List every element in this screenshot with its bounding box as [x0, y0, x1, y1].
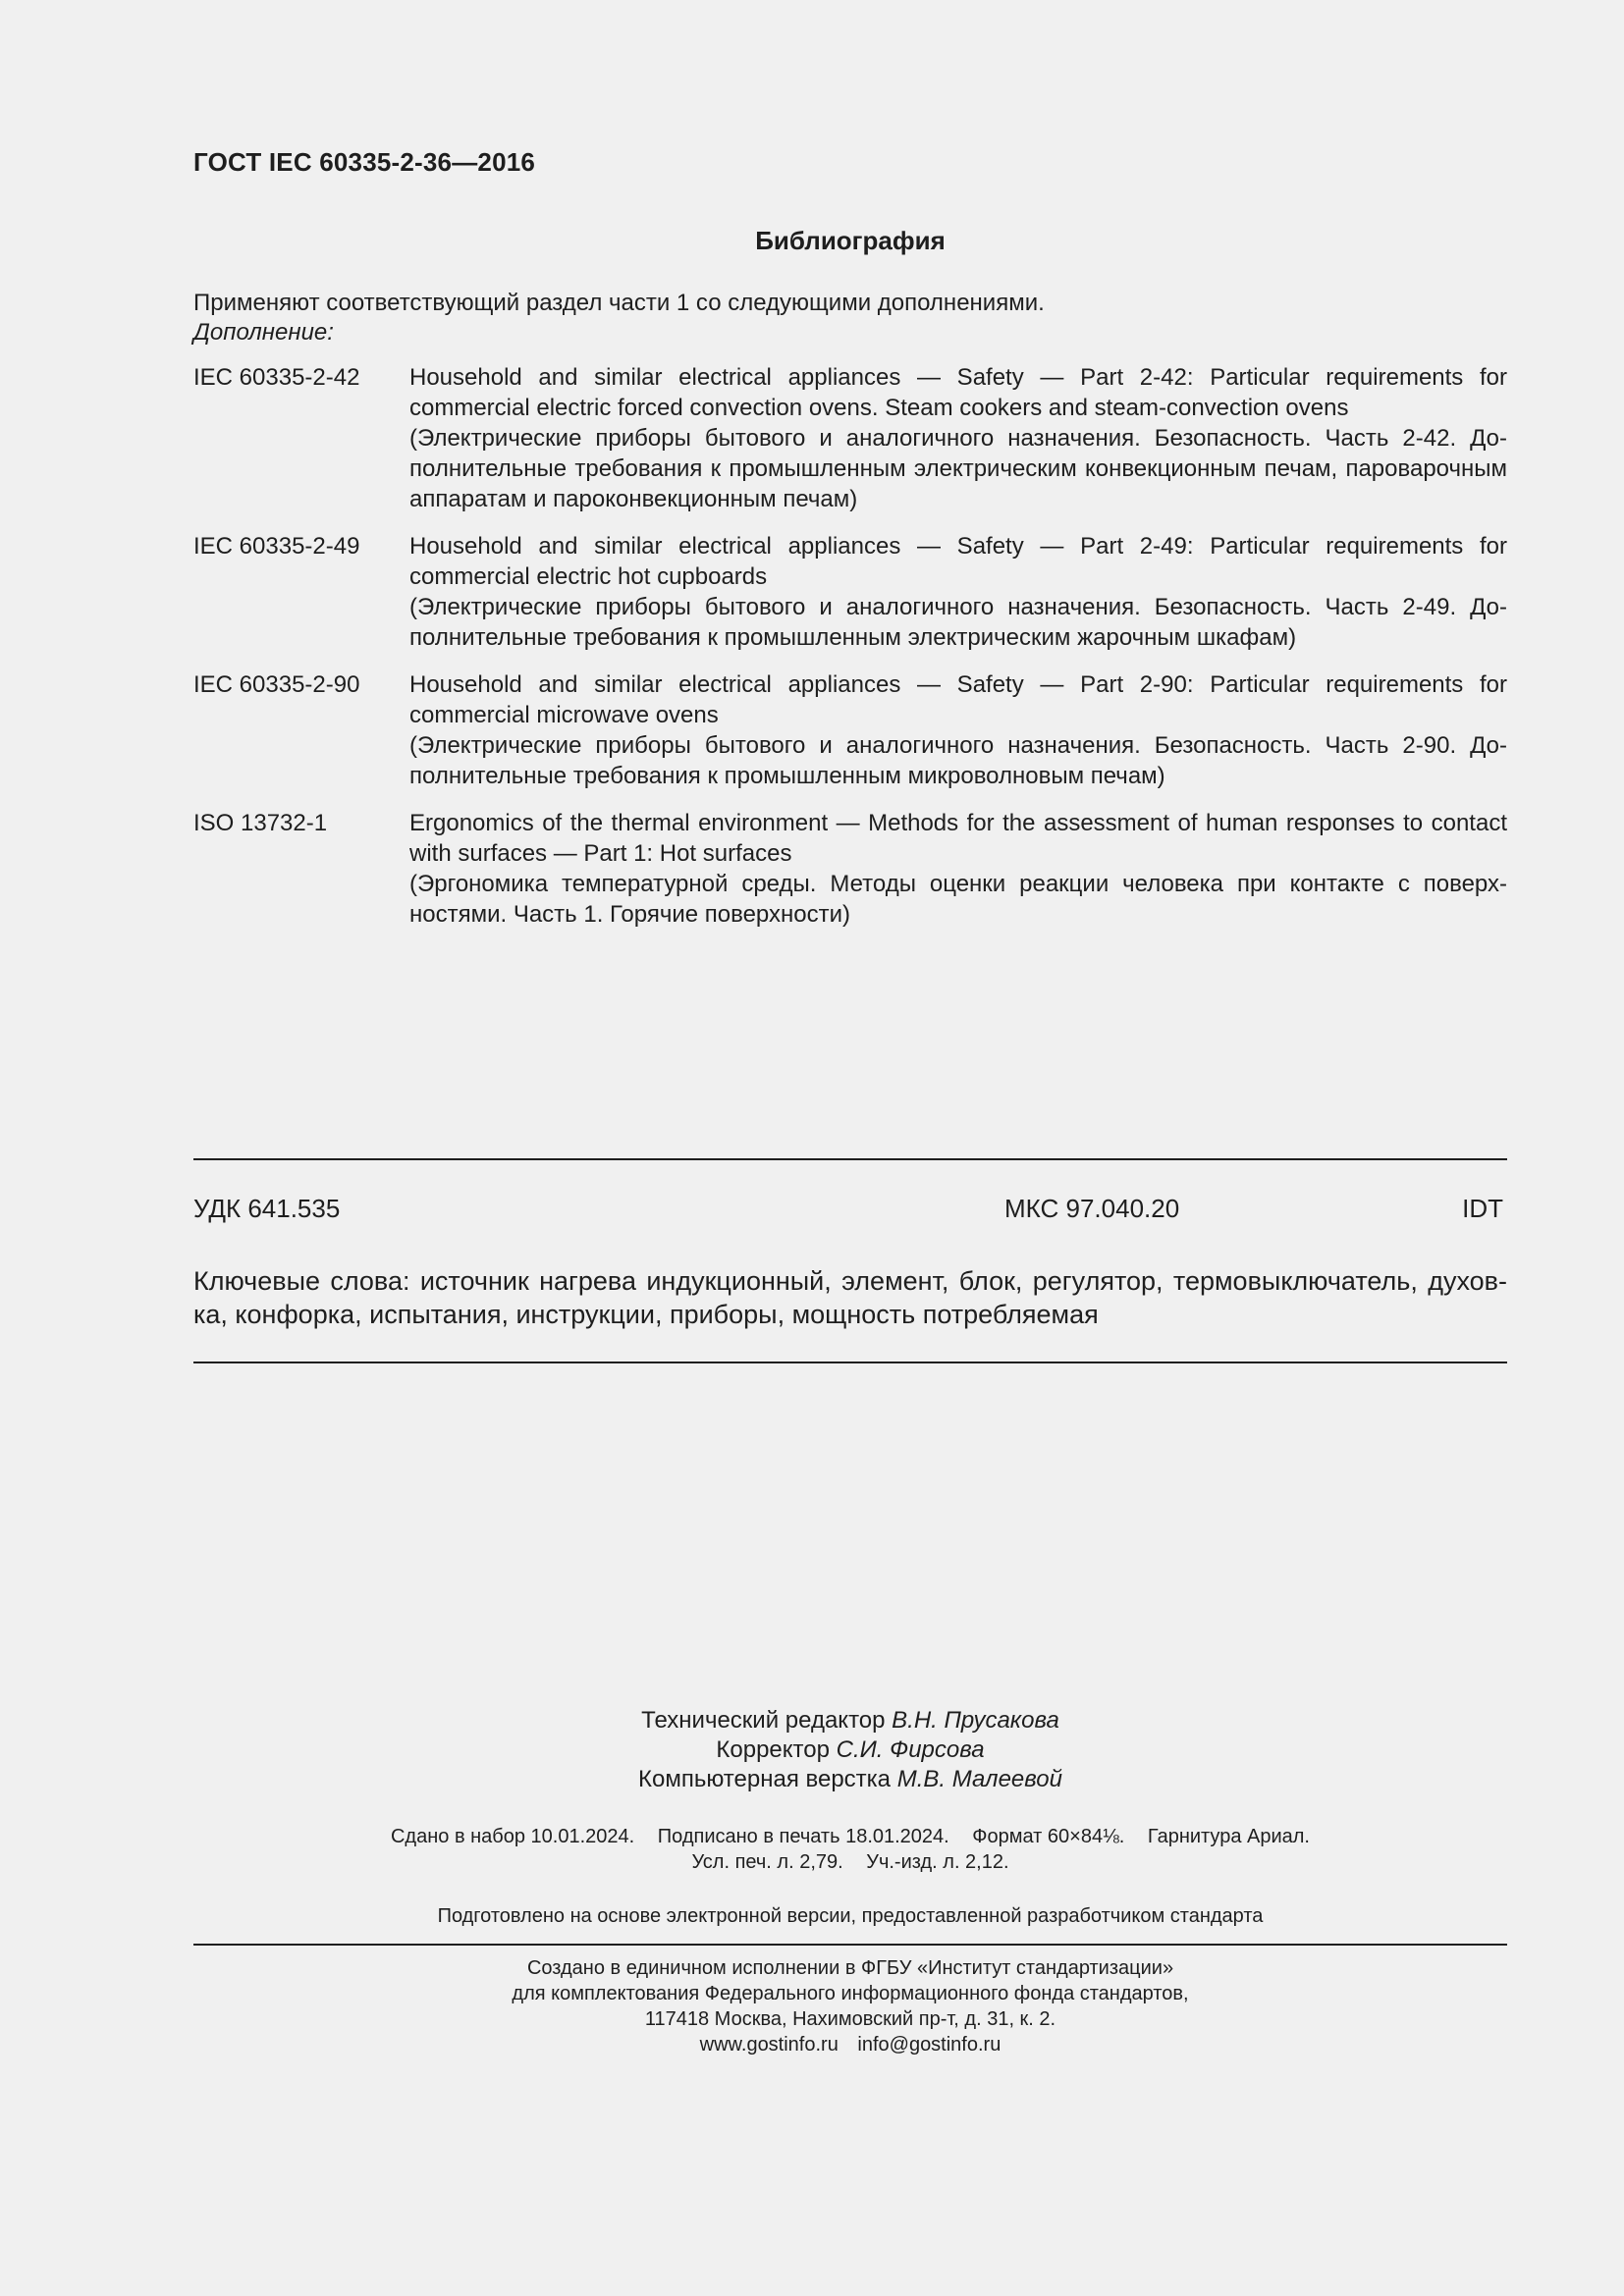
tech-editor-line: [193, 1706, 1507, 1735]
bibliography-text: [409, 669, 1507, 791]
website-link[interactable]: www.gostinfo.ru: [699, 2034, 839, 2056]
intro-block: [193, 289, 1507, 347]
submitted-date: Сдано в набор 10.01.2024.: [390, 1826, 635, 1847]
bibliography-text: [409, 362, 1507, 514]
bibliography-title-ru: (Электрические приборы бытового и аналогичного назначения. Безопасность. Часть 2-42. Дополнительные требования к промышленным электрическим конвекционным печам, пароварочным аппаратам и пароконвекционным печам): [409, 425, 1507, 512]
layout-line: [193, 1765, 1507, 1794]
imprint-line-1: [193, 1824, 1507, 1849]
publish-sheets: Уч.-изд. л. 2,12.: [866, 1851, 1009, 1873]
typeface: Гарнитура Ариал.: [1147, 1826, 1310, 1847]
divider-top: [193, 1158, 1507, 1160]
imprint-line-2: [193, 1849, 1507, 1875]
bibliography-title-en: Ergonomics of the thermal environment — Methods for the assessment of human responses to contact with surfaces — Part 1: Hot surfaces: [409, 810, 1507, 867]
corrector-name: С.И. Фирсова: [836, 1736, 985, 1763]
publisher-line-2: для комплектования Федерального информационного фонда стандартов,: [512, 1983, 1189, 2004]
imprint-block: [193, 1824, 1507, 1875]
standard-code: ГОСТ IEC 60335-2-36—2016: [193, 147, 536, 177]
layout-label: Компьютерная верстка: [638, 1766, 892, 1792]
bibliography-list: [193, 362, 1507, 930]
idt-label: IDT: [1462, 1194, 1503, 1223]
publisher-contacts: [193, 2032, 1507, 2057]
bibliography-entry: [193, 531, 1507, 653]
keywords: Ключевые слова: источник нагрева индукционный, элемент, блок, регулятор, термовыключатель, духовка, конфорка, испытания, инструкции, приборы, мощность потребляемая: [193, 1266, 1507, 1329]
tech-editor-label: Технический редактор: [641, 1707, 886, 1734]
credits-block: [193, 1706, 1507, 1794]
tech-editor-name: В.Н. Прусакова: [892, 1707, 1059, 1734]
bibliography-title-en: Household and similar electrical appliances — Safety — Part 2-42: Particular requirements for commercial electric forced convection ovens. Steam cookers and steam-convection ovens: [409, 364, 1507, 421]
divider-bottom: [193, 1362, 1507, 1363]
intro-text: Применяют соответствующий раздел части 1 со следующими дополнениями.: [193, 290, 1045, 316]
bibliography-entry: [193, 669, 1507, 791]
bibliography-code: IEC 60335-2-42: [193, 364, 360, 391]
corrector-label: Корректор: [716, 1736, 830, 1763]
bibliography-title-ru: (Эргономика температурной среды. Методы оценки реакции человека при контакте с поверхностями. Часть 1. Горячие поверхности): [409, 871, 1507, 928]
bibliography-code: IEC 60335-2-90: [193, 671, 360, 698]
publisher-line-1: Создано в единичном исполнении в ФГБУ «Институт стандартизации»: [526, 1957, 1174, 1979]
section-title: Библиография: [755, 226, 946, 255]
bibliography-text: [409, 531, 1507, 653]
format: Формат 60×84⅛.: [972, 1826, 1125, 1847]
publisher-block: [193, 1955, 1507, 2057]
bibliography-entry: [193, 808, 1507, 930]
layout-name: М.В. Малеевой: [896, 1766, 1062, 1792]
bibliography-title-en: Household and similar electrical appliances — Safety — Part 2-49: Particular requirements for commercial electric hot cupboards: [409, 533, 1507, 590]
mks-code: МКС 97.040.20: [1004, 1194, 1180, 1223]
bibliography-text: [409, 808, 1507, 930]
classification-row: [193, 1194, 1507, 1227]
bibliography-code: ISO 13732-1: [193, 810, 328, 836]
bibliography-title-ru: (Электрические приборы бытового и аналогичного назначения. Безопасность. Часть 2-90. Дополнительные требования к промышленным микроволновым печам): [409, 732, 1507, 789]
signed-date: Подписано в печать 18.01.2024.: [657, 1826, 949, 1847]
addition-label: Дополнение:: [193, 319, 334, 346]
udk-code: УДК 641.535: [193, 1194, 341, 1223]
email-link[interactable]: info@gostinfo.ru: [857, 2034, 1001, 2056]
bibliography-title-ru: (Электрические приборы бытового и аналогичного назначения. Безопасность. Часть 2-49. Дополнительные требования к промышленным электрическим жарочным шкафам): [409, 594, 1507, 651]
publisher-address: 117418 Москва, Нахимовский пр-т, д. 31, к. 2.: [644, 2008, 1056, 2030]
prepared-note: Подготовлено на основе электронной версии, предоставленной разработчиком стандарта: [437, 1905, 1264, 1927]
bibliography-code: IEC 60335-2-49: [193, 533, 360, 560]
print-sheets: Усл. печ. л. 2,79.: [691, 1851, 843, 1873]
bibliography-entry: [193, 362, 1507, 514]
corrector-line: [193, 1735, 1507, 1765]
bibliography-title-en: Household and similar electrical appliances — Safety — Part 2-90: Particular requirements for commercial microwave ovens: [409, 671, 1507, 728]
divider-footer: [193, 1944, 1507, 1946]
